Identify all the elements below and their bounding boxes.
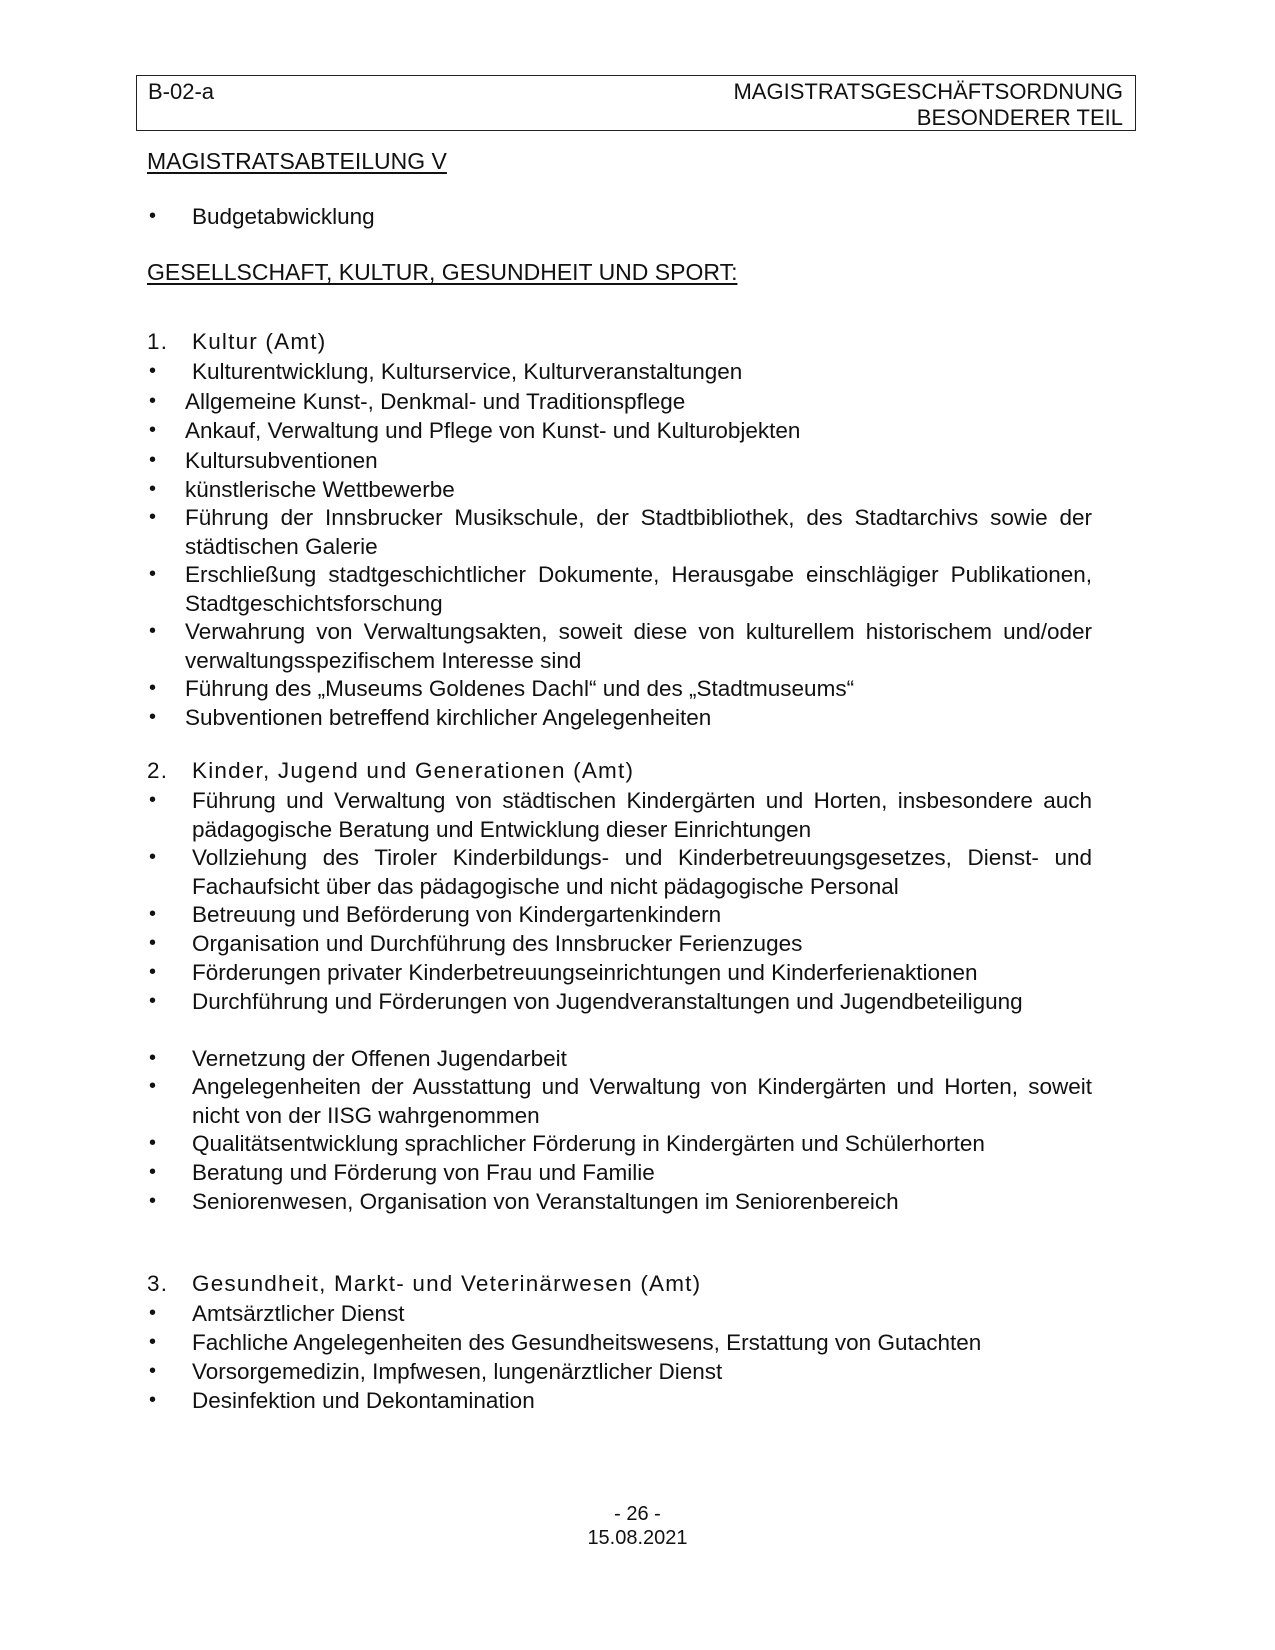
section-number: 2.	[147, 758, 169, 783]
bullet-icon: •	[149, 932, 157, 954]
bullet-icon: •	[149, 1075, 157, 1097]
document-title	[733, 79, 1123, 131]
bullet-icon: •	[149, 620, 157, 642]
section-title	[147, 757, 634, 785]
bullet-icon: •	[149, 706, 157, 728]
bullet-icon: •	[149, 449, 157, 471]
bullet-icon: •	[149, 419, 157, 441]
section-title-text: Kinder, Jugend und Generationen (Amt)	[192, 758, 635, 783]
bullet-icon: •	[149, 563, 157, 585]
bullet-icon: •	[149, 961, 157, 983]
section-title	[147, 328, 326, 356]
bullet-icon: •	[149, 677, 157, 699]
bullet-icon: •	[149, 1132, 157, 1154]
bullet-icon: •	[149, 1389, 157, 1411]
bullet-icon: •	[149, 390, 157, 412]
bullet-icon: •	[149, 205, 157, 227]
page-number: - 26 -	[614, 1503, 661, 1525]
bullet-icon: •	[149, 1161, 157, 1183]
section-title-text: Gesundheit, Markt- und Veterinärwesen (Amt)	[192, 1271, 702, 1296]
bullet-icon: •	[149, 506, 157, 528]
section-number: 1.	[147, 329, 169, 354]
area-heading: GESELLSCHAFT, KULTUR, GESUNDHEIT UND SPORT:	[147, 259, 738, 285]
bullet-icon: •	[149, 1047, 157, 1069]
document-date: 15.08.2021	[587, 1527, 688, 1549]
bullet-icon: •	[149, 990, 157, 1012]
bullet-icon: •	[149, 789, 157, 811]
document-title-line2: BESONDERER TEIL	[916, 105, 1123, 130]
bullet-icon: •	[149, 1331, 157, 1353]
bullet-icon: •	[149, 846, 157, 868]
bullet-icon: •	[149, 360, 157, 382]
bullet-icon: •	[149, 1190, 157, 1212]
bullet-icon: •	[149, 478, 157, 500]
bullet-icon: •	[149, 903, 157, 925]
section-title-text: Kultur (Amt)	[192, 329, 327, 354]
bullet-icon: •	[149, 1302, 157, 1324]
document-page: B-02-a MAGISTRATSGESCHÄFTSORDNUNG BESONDERER TEIL MAGISTRATSABTEILUNG V • Budgetabwicklung GESELLSCHAFT, KULTUR, GESUNDHEIT UND SPORT: 1. Kultur (Amt) • Kulturentwicklung, Kulturservice, Kulturveranstaltungen • Allgemeine Kunst-, Denkmal- und Traditionspflege • Ankauf, Verwaltung und Pflege von Kunst- und Kulturobjekten • Kultursubventionen • künstlerische Wettbewerbe • Führung der Innsbrucker Musikschule, der Stadtbibliothek, des Stadtarchivs sowie der städtischen Galerie • Erschließung stadtgeschichtlicher Dokumente, Herausgabe einschlägiger Publikationen, Stadtgeschichtsforschung • Verwahrung von Verwaltungsakten, soweit diese von kulturellem historischem und/oder verwaltungsspezifischem Interesse sind • Führung des „Museums Goldenes Dachl“ und des „Stadtmuseums“ • Subventionen betreffend kirchlicher Angelegenheiten 2. Kinder, Jugend und Generationen (Amt) • Führung und Verwaltung von städtischen Kindergärten und Horten, insbesondere auch pädagogische Beratung und Entwicklung dieser Einrichtungen • Vollziehung des Tiroler Kinderbildungs- und Kinderbetreuungsgesetzes, Dienst- und Fachaufsicht über das pädagogische und nicht pädagogische Personal • Betreuung und Beförderung von Kindergartenkindern • Organisation und Durchführung des Innsbrucker Ferienzuges • Förderungen privater Kinderbetreuungseinrichtungen und Kinderferienaktionen • Durchführung und Förderungen von Jugendveranstaltungen und Jugendbeteiligung • Vernetzung der Offenen Jugendarbeit • Angelegenheiten der Ausstattung und Verwaltung von Kindergärten und Horten, soweit nicht von der IISG wahrgenommen • Qualitätsentwicklung sprachlicher Förderung in Kindergärten und Schülerhorten • Beratung und Förderung von Frau und Familie • Seniorenwesen, Organisation von Veranstaltungen im Seniorenbereich 3. Gesundheit, Markt- und Veterinärwesen (Amt) • Amtsärztlicher Dienst • Fachliche Angelegenheiten des Gesundheitswesens, Erstattung von Gutachten • Vorsorgemedizin, Impfwesen, lungenärztlicher Dienst • Desinfektion und Dekontamination - 26 - 15.08.2021	[0, 0, 1275, 1650]
bullet-icon: •	[149, 1360, 157, 1382]
document-title-line1: MAGISTRATSGESCHÄFTSORDNUNG	[733, 79, 1123, 104]
section-number: 3.	[147, 1271, 169, 1296]
page-header	[136, 75, 1136, 131]
section-title	[147, 1270, 701, 1298]
document-code: B-02-a	[148, 79, 215, 104]
department-heading: MAGISTRATSABTEILUNG V	[147, 148, 447, 174]
